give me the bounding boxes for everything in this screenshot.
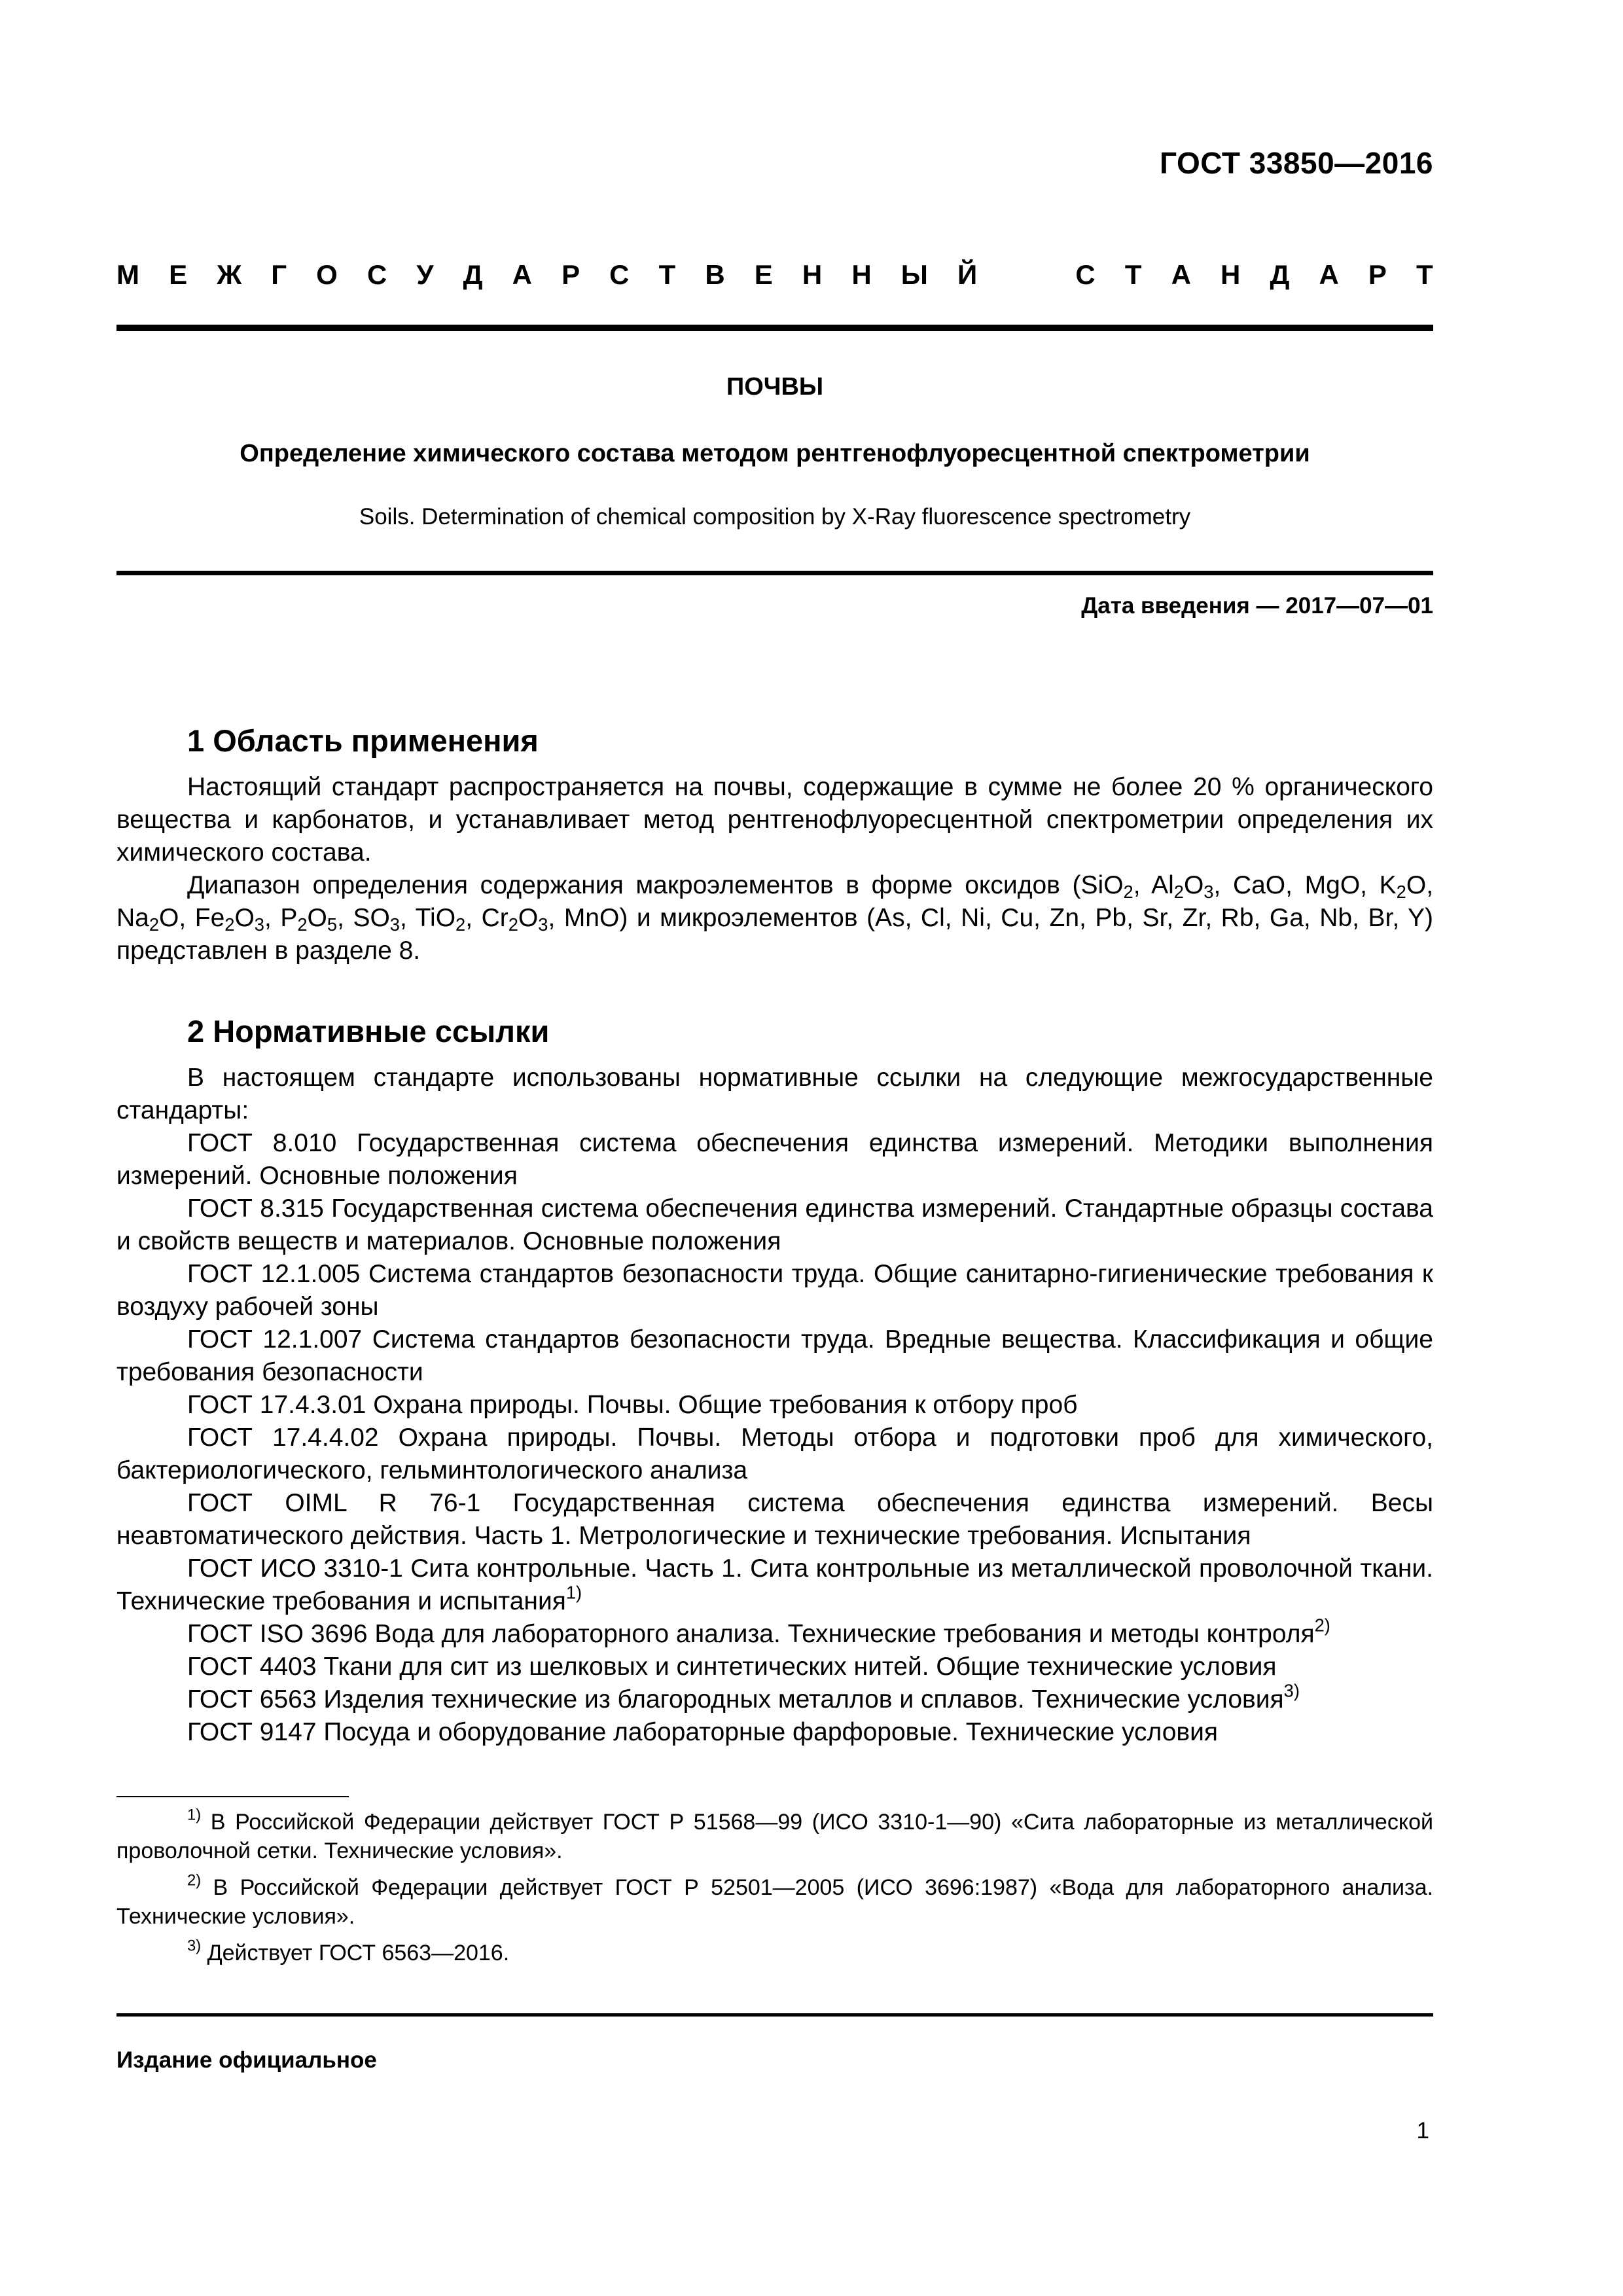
oxide-formula: $SO_3$ [353, 904, 400, 935]
reference-item [116, 1615, 1433, 1651]
footnote-text: В Российской Федерации действует ГОСТ Р 51568—99 (ИСО 3310-1—90) «Сита лабораторные из металлической проволочной сетки. Технические условия». [116, 1810, 1433, 1863]
formula-subscript: 3 [538, 914, 548, 935]
reference-item [116, 1389, 1433, 1422]
section-1-body [116, 771, 1433, 967]
formula-subscript: 5 [327, 914, 338, 935]
reference-item [116, 1258, 1433, 1323]
reference-text: ГОСТ 17.4.4.02 Охрана природы. Почвы. Методы отбора и подготовки проб для химического, бактериологического, гельминтологического анализа [116, 1424, 1433, 1484]
formula-subscript: 2 [1173, 881, 1184, 902]
formula-subscript: 3 [389, 914, 400, 935]
oxide-formula: $P_2O_5$ [280, 904, 338, 935]
english-title: Soils. Determination of chemical composition by X-Ray fluorescence spectrometry [359, 504, 1191, 529]
standard-code: ГОСТ 33850—2016 [1160, 146, 1433, 180]
reference-text: ГОСТ ISO 3696 Вода для лабораторного анализа. Технические требования и методы контроля [187, 1620, 1315, 1648]
banner-letter: Н [1221, 259, 1241, 290]
title-bottom-rule [116, 571, 1433, 575]
reference-text: ГОСТ ИСО 3310-1 Сита контрольные. Часть 1. Сита контрольные из металлической проволочной ткани. Технические требования и испытания [116, 1554, 1433, 1615]
section-1-paragraph-1: Настоящий стандарт распространяется на почвы, содержащие в сумме не более 20 % органического вещества и карбонатов, и устанавливает метод рентгенофлуоресцентной спектрометрии определения их химического состава. [116, 773, 1433, 867]
reference-item [116, 1323, 1433, 1389]
footnotes [116, 1808, 1433, 1975]
top-thick-rule [116, 325, 1433, 331]
edition-label: Издание официальное [116, 2047, 377, 2073]
footnote-text: Действует ГОСТ 6563—2016. [207, 1941, 510, 1965]
reference-text: ГОСТ OIML R 76-1 Государственная система обеспечения единства измерений. Весы неавтоматического действия. Часть 1. Метрологические и технические требования. Испытания [116, 1489, 1433, 1550]
oxide-formula: CaO [1232, 871, 1286, 899]
reference-item [116, 1680, 1433, 1716]
formula-subscript: 2 [1396, 881, 1406, 902]
footnote-text: В Российской Федерации действует ГОСТ Р 52501—2005 (ИСО 3696:1987) «Вода для лабораторного анализа. Технические условия». [116, 1875, 1433, 1929]
banner-letter: Н [802, 259, 823, 290]
banner-letter: Т [658, 259, 676, 290]
reference-item [116, 1552, 1433, 1618]
banner-letter: С [366, 259, 387, 290]
banner-letter: Ж [217, 259, 242, 290]
oxide-formula: MnO [563, 904, 620, 932]
banner-letter: А [1171, 259, 1191, 290]
banner-letter: О [316, 259, 338, 290]
document-title: ПОЧВЫ [726, 373, 824, 401]
oxide-formula: $Fe_2O_3$ [194, 904, 264, 935]
banner-letter: Г [271, 259, 287, 290]
banner-letter: Н [851, 259, 872, 290]
reference-item [116, 1487, 1433, 1552]
reference-text: ГОСТ 4403 Ткани для сит из шелковых и синтетических нитей. Общие технические условия [187, 1653, 1277, 1681]
formula-subscript: 3 [1204, 881, 1214, 902]
oxide-formula: $K_2O$ [1379, 871, 1427, 902]
banner-letter: Р [1368, 259, 1387, 290]
footnote-item [116, 1873, 1433, 1931]
reference-item [116, 1127, 1433, 1193]
formula-subscript: 2 [1123, 881, 1133, 902]
section-2-intro: В настоящем стандарте использованы нормативные ссылки на следующие межгосударственные стандарты: [116, 1064, 1433, 1124]
reference-list [116, 1127, 1433, 1749]
banner-letter: Е [754, 259, 773, 290]
footer-rule [116, 2013, 1433, 2017]
banner-letter: Т [1124, 259, 1142, 290]
oxide-formula: $Na_2O$ [116, 904, 179, 935]
reference-text: ГОСТ 8.010 Государственная система обеспечения единства измерений. Методики выполнения измерений. Основные положения [116, 1129, 1433, 1190]
banner-word-gap [1007, 259, 1046, 291]
banner-letter: У [416, 259, 434, 290]
banner-letter: Д [1270, 259, 1290, 290]
banner-letter: А [512, 259, 532, 290]
reference-item [116, 1193, 1433, 1258]
oxide-formula: MgO [1304, 871, 1361, 899]
reference-text: ГОСТ 12.1.005 Система стандартов безопасности труда. Общие санитарно-гигиенические требования к воздуху рабочей зоны [116, 1260, 1433, 1321]
footnote-mark: 2) [187, 1871, 202, 1890]
formula-subscript: 2 [297, 914, 308, 935]
footnote-marker: 1) [565, 1582, 582, 1603]
banner-letter: Т [1416, 259, 1433, 290]
oxide-formula: TiO$_2$ [415, 904, 466, 935]
banner-letter: С [1075, 259, 1096, 290]
footnote-mark: 3) [187, 1937, 202, 1955]
oxide-formula: $Al_2O_3$ [1151, 871, 1214, 902]
banner-letter: Е [169, 259, 188, 290]
introduction-date: Дата введения — 2017—07—01 [1081, 593, 1433, 619]
banner-letter: Р [562, 259, 580, 290]
section-2-body [116, 1062, 1433, 1749]
footnote-marker: 3) [1283, 1680, 1300, 1701]
banner-letter: М [116, 259, 139, 290]
reference-text: ГОСТ 9147 Посуда и оборудование лабораторные фарфоровые. Технические условия [187, 1718, 1219, 1746]
oxides-tail-text: ) и микроэлементов (As, Cl, Ni, Cu, Zn, Pb, Sr, Zr, Rb, Ga, Nb, Br, Y) представлен в разделе 8. [116, 904, 1433, 965]
footnote-separator [116, 1796, 349, 1797]
footnote-marker: 2) [1314, 1615, 1330, 1636]
section-2-heading: 2 Нормативные ссылки [187, 1014, 550, 1049]
reference-text: ГОСТ 6563 Изделия технические из благородных металлов и сплавов. Технические условия [187, 1685, 1284, 1713]
reference-text: ГОСТ 12.1.007 Система стандартов безопасности труда. Вредные вещества. Классификация и общие требования безопасности [116, 1325, 1433, 1386]
oxide-formula: $Cr_2O_3$ [481, 904, 548, 935]
reference-text: ГОСТ 8.315 Государственная система обеспечения единства измерений. Стандартные образцы состава и свойств веществ и материалов. Основные положения [116, 1194, 1433, 1255]
standard-type-banner [116, 259, 1433, 291]
page-number: 1 [1416, 2118, 1429, 2144]
footnote-item [116, 1939, 1433, 1967]
footnote-item [116, 1808, 1433, 1865]
banner-letter: Д [463, 259, 483, 290]
banner-letter: С [609, 259, 630, 290]
formula-subscript: 2 [224, 914, 235, 935]
oxide-list: SiO$_2$, $Al_2O_3$, CaO, MgO, $K_2O$, $Na_2O$, $Fe_2O_3$, $P_2O_5$, $SO_3$, TiO$_2$, $Cr_2O_3$, MnO [116, 871, 1434, 935]
document-subtitle: Определение химического состава методом рентгенофлуоресцентной спектрометрии [240, 440, 1310, 467]
banner-letter: Ы [901, 259, 928, 290]
reference-text: ГОСТ 17.4.3.01 Охрана природы. Почвы. Общие требования к отбору проб [187, 1391, 1078, 1419]
banner-letter: Й [957, 259, 978, 290]
banner-letter: В [705, 259, 725, 290]
reference-item [116, 1651, 1433, 1683]
banner-letter: А [1319, 259, 1339, 290]
reference-item [116, 1422, 1433, 1487]
section-1-heading: 1 Область применения [187, 723, 539, 758]
formula-subscript: 2 [455, 914, 466, 935]
footnote-mark: 1) [187, 1806, 202, 1824]
oxides-lead-text: Диапазон определения содержания макроэлементов в форме оксидов ( [187, 871, 1081, 899]
section-1-paragraph-2 [116, 869, 1433, 967]
oxide-formula: SiO$_2$ [1080, 871, 1133, 902]
formula-subscript: 3 [254, 914, 264, 935]
reference-item [116, 1716, 1433, 1749]
formula-subscript: 2 [149, 914, 160, 935]
formula-subscript: 2 [508, 914, 518, 935]
